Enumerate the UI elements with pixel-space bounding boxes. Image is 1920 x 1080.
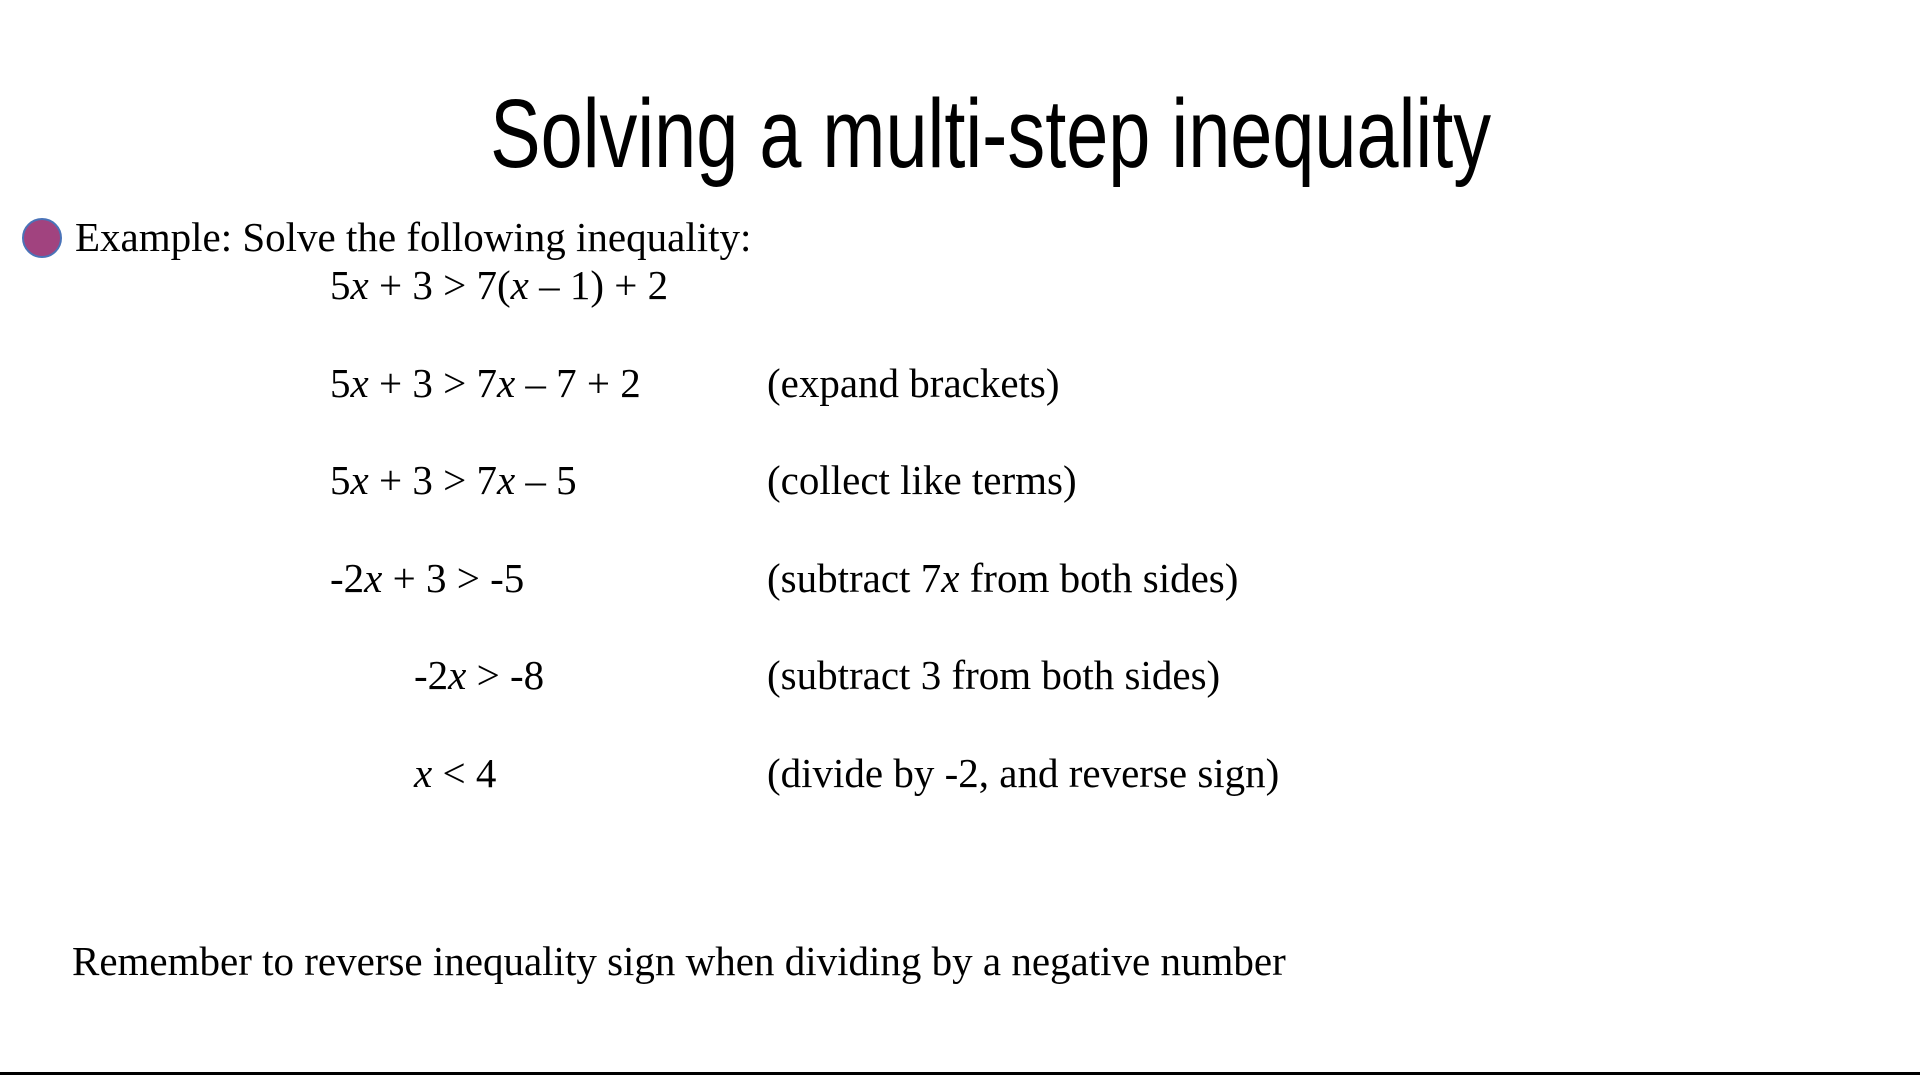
math-text: – 7 + 2	[515, 359, 641, 406]
math-text: > -8	[466, 652, 545, 698]
solution-step	[0, 359, 1920, 461]
math-text: (divide by -2, and reverse sign)	[767, 749, 1280, 796]
step-annotation	[767, 749, 1280, 796]
math-text: (subtract 3 from both sides)	[767, 652, 1221, 698]
equation	[414, 749, 497, 796]
math-text: – 5	[515, 457, 577, 503]
math-text: + 3 > 7	[368, 457, 497, 503]
step-annotation	[767, 652, 1221, 698]
slide-title	[0, 81, 1920, 188]
solution-step	[0, 457, 1920, 558]
math-text: – 1) + 2	[528, 262, 669, 308]
math-text: 5	[330, 359, 351, 406]
math-text: + 3 > -5	[382, 554, 525, 601]
footer-note: Remember to reverse inequality sign when dividing by a negative number	[72, 938, 1286, 984]
bullet-marker	[22, 218, 62, 258]
math-text: (expand brackets)	[767, 359, 1060, 406]
step-annotation	[767, 554, 1239, 601]
math-text: -2	[330, 554, 365, 601]
math-text: < 4	[432, 749, 497, 796]
math-text: (collect like terms)	[767, 457, 1077, 503]
variable-x: x	[510, 262, 529, 308]
solution-step	[0, 554, 1920, 656]
math-text: 5	[330, 262, 351, 308]
variable-x: x	[941, 554, 960, 601]
step-annotation	[767, 457, 1077, 503]
solution-step	[0, 652, 1920, 753]
variable-x: x	[350, 262, 369, 308]
equation	[330, 457, 577, 503]
variable-x: x	[350, 457, 369, 503]
example-label: Example: Solve the following inequality:	[75, 214, 752, 260]
variable-x: x	[496, 359, 516, 406]
variable-x: x	[414, 749, 433, 796]
math-text: + 3 > 7(	[368, 262, 511, 308]
step-annotation	[767, 359, 1060, 406]
variable-x: x	[496, 457, 516, 503]
variable-x: x	[350, 359, 369, 406]
math-text: (subtract 7	[767, 554, 942, 601]
bottom-border-line	[0, 1072, 1920, 1075]
math-text: 5	[330, 457, 351, 503]
slide-title-text: Solving a multi-step inequality	[490, 79, 1492, 188]
equation	[330, 554, 525, 601]
solution-step	[0, 262, 1920, 363]
variable-x: x	[448, 652, 467, 698]
equation	[330, 359, 641, 406]
solution-steps-list	[0, 262, 1920, 850]
solution-step	[0, 749, 1920, 851]
equation	[330, 262, 669, 308]
variable-x: x	[364, 554, 383, 601]
math-text: + 3 > 7	[368, 359, 497, 406]
math-text: from both sides)	[959, 554, 1239, 601]
math-text: -2	[414, 652, 449, 698]
equation	[414, 652, 545, 698]
